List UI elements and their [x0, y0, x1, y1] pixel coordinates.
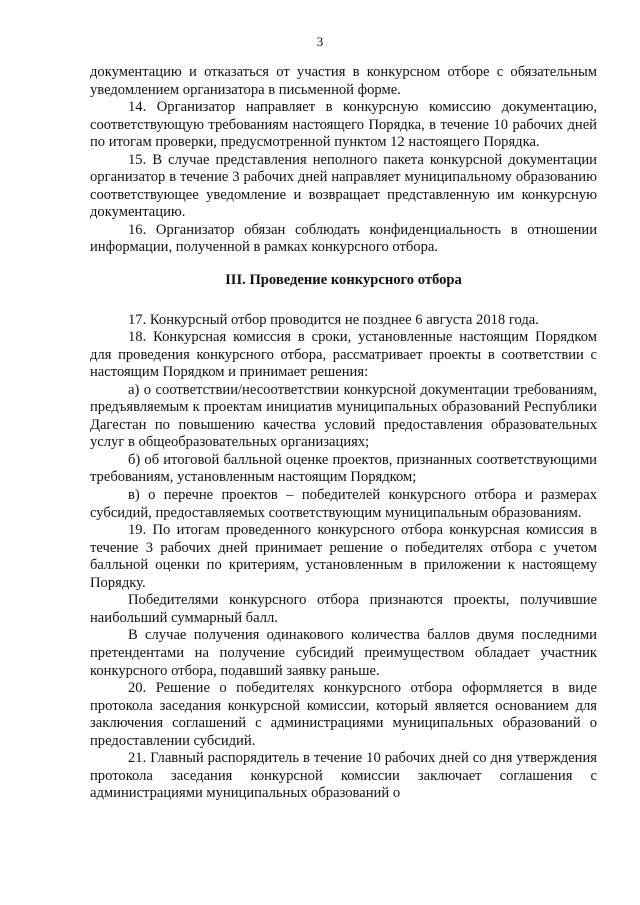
paragraph-15: 15. В случае представления неполного пакета конкурсной документации организатор в течение 3 рабочих дней направляет муниципальному образованию соответствующее уведомление и возвращает представленную им конкурсную документацию.	[90, 151, 597, 221]
paragraph-20: 20. Решение о победителях конкурсного отбора оформляется в виде протокола заседания конкурсной комиссии, который является основанием для заключения соглашений с администрациями муниципальных образований о предоставлении субсидий.	[90, 680, 597, 749]
paragraph-21: 21. Главный распорядитель в течение 10 рабочих дней со дня утверждения протокола заседания конкурсной комиссии заключает соглашения с администрациями муниципальных образований о	[90, 750, 597, 802]
page-number: 3	[316, 34, 324, 49]
paragraph: документацию и отказаться от участия в конкурсном отборе с обязательным уведомлением организатора в письменной форме.	[90, 64, 597, 98]
subitem-b: б) об итоговой балльной оценке проектов, признанных соответствующими требованиям, установленным настоящим Порядком;	[90, 451, 597, 486]
paragraph-19: 19. По итогам проведенного конкурсного отбора конкурсная комиссия в течение 3 рабочих дней принимает решение о победителях отбора с учетом балльной оценки по критериям, установленным в приложении к настоящему Порядку.	[90, 522, 597, 591]
paragraph-16: 16. Организатор обязан соблюдать конфиденциальность в отношении информации, полученной в рамках конкурсного отбора.	[90, 221, 597, 256]
bottom-paragraphs	[90, 312, 597, 803]
top-paragraphs	[90, 64, 597, 257]
paragraph-14: 14. Организатор направляет в конкурсную комиссию документацию, соответствующую требованиям настоящего Порядка, в течение 10 рабочих дней по итогам проверки, предусмотренной пунктом 12 настоящего Порядка.	[90, 99, 597, 151]
paragraph-18: 18. Конкурсная комиссия в сроки, установленные настоящим Порядком для проведения конкурсного отбора, рассматривает проекты в соответствии с настоящим Порядком и принимает решения:	[90, 329, 597, 381]
document-body	[90, 64, 597, 803]
subitem-v: в) о перечне проектов – победителей конкурсного отбора и размерах субсидий, предоставляемых соответствующим муниципальным образованиям.	[90, 487, 597, 521]
paragraph-17: 17. Конкурсный отбор проводится не позднее 6 августа 2018 года.	[128, 311, 539, 328]
section-heading: III. Проведение конкурсного отбора	[225, 272, 462, 289]
subitem-a: а) о соответствии/несоответствии конкурсной документации требованиям, предъявляемым к проектам инициатив муниципальных образований Республики Дагестан по повышению качества условий предоставления образовательных услуг в общеобразовательных организациях;	[90, 381, 597, 451]
paragraph-winners: Победителями конкурсного отбора признаются проекты, получившие наибольший суммарный балл.	[90, 592, 597, 626]
paragraph-tie: В случае получения одинакового количества баллов двумя последними претендентами на получение субсидий преимуществом обладает участник конкурсного отбора, подавший заявку раньше.	[90, 627, 597, 679]
